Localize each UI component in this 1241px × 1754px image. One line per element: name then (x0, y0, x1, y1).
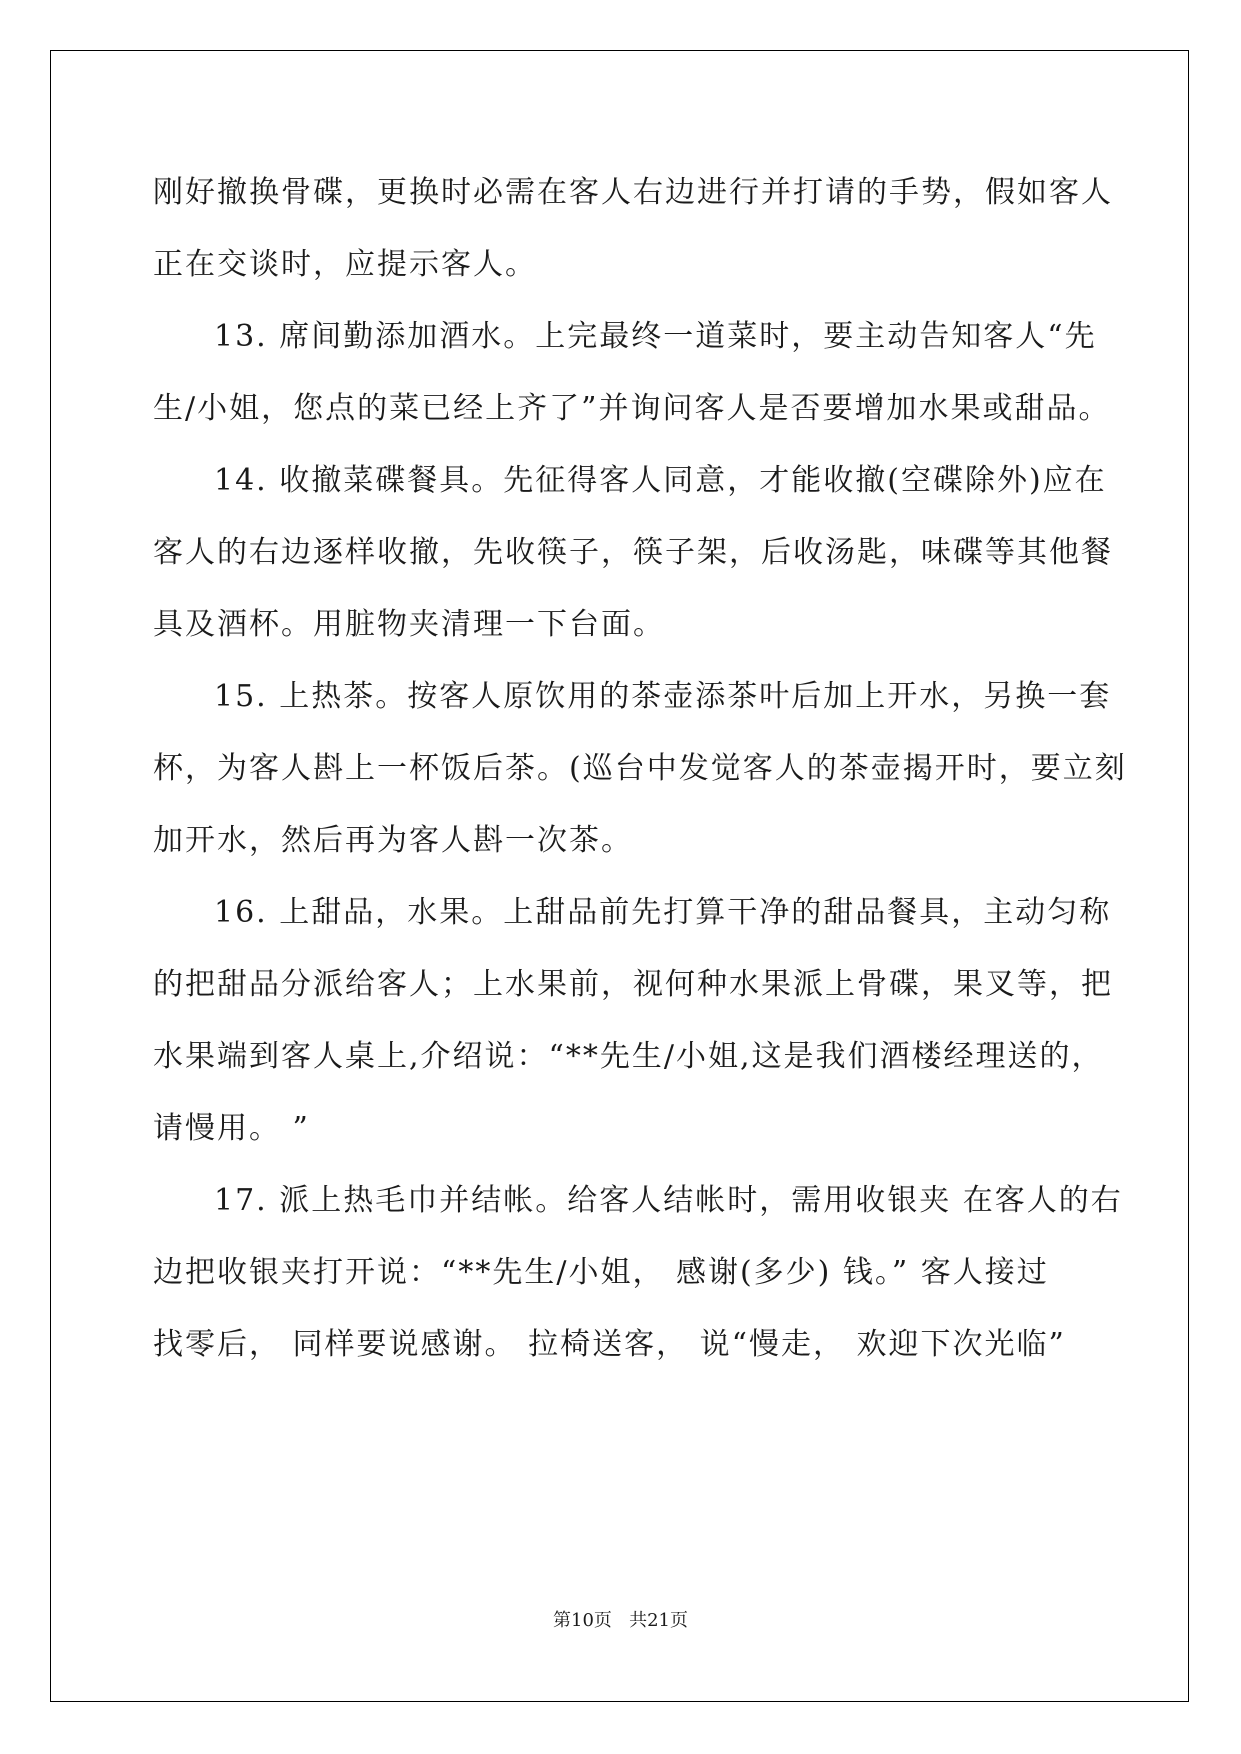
text-line: 正在交谈时，应提示客人。 (153, 247, 537, 282)
text-line: 13. 席间勤添加酒水。上完最终一道菜时，要主动告知客人“先 (214, 319, 1097, 354)
page-number-footer: 第10页 共21页 (553, 1610, 688, 1631)
text-line: 请慢用。 ” (153, 1111, 310, 1146)
text-line: 刚好撤换骨碟，更换时必需在客人右边进行并打请的手势，假如客人 (153, 175, 1113, 210)
text-line: 客人的右边逐样收撤，先收筷子，筷子架，后收汤匙，味碟等其他餐 (153, 535, 1113, 570)
text-line: 16. 上甜品，水果。上甜品前先打算干净的甜品餐具，主动匀称 (214, 895, 1112, 930)
text-line: 生/小姐，您点的菜已经上齐了”并询问客人是否要增加水果或甜品。 (153, 391, 1111, 426)
text-line: 的把甜品分派给客人；上水果前，视何种水果派上骨碟，果叉等，把 (153, 967, 1113, 1002)
text-line: 杯，为客人斟上一杯饭后茶。(巡台中发觉客人的茶壶揭开时，要立刻 (153, 751, 1127, 786)
text-line: 水果端到客人桌上,介绍说：“**先生/小姐,这是我们酒楼经理送的， (153, 1039, 1104, 1074)
text-line: 找零后， 同样要说感谢。 拉椅送客， 说“慢走， 欢迎下次光临” (153, 1327, 1066, 1362)
text-line: 14. 收撤菜碟餐具。先征得客人同意，才能收撤(空碟除外)应在 (214, 463, 1107, 498)
text-line: 17. 派上热毛巾并结帐。给客人结帐时，需用收银夹 在客人的右 (214, 1183, 1123, 1218)
text-line: 具及酒杯。用脏物夹清理一下台面。 (153, 607, 665, 642)
text-line: 15. 上热茶。按客人原饮用的茶壶添茶叶后加上开水，另换一套 (214, 679, 1112, 714)
text-line: 边把收银夹打开说：“**先生/小姐， 感谢(多少) 钱。” 客人接过 (153, 1255, 1049, 1290)
text-line: 加开水，然后再为客人斟一次茶。 (153, 823, 633, 858)
